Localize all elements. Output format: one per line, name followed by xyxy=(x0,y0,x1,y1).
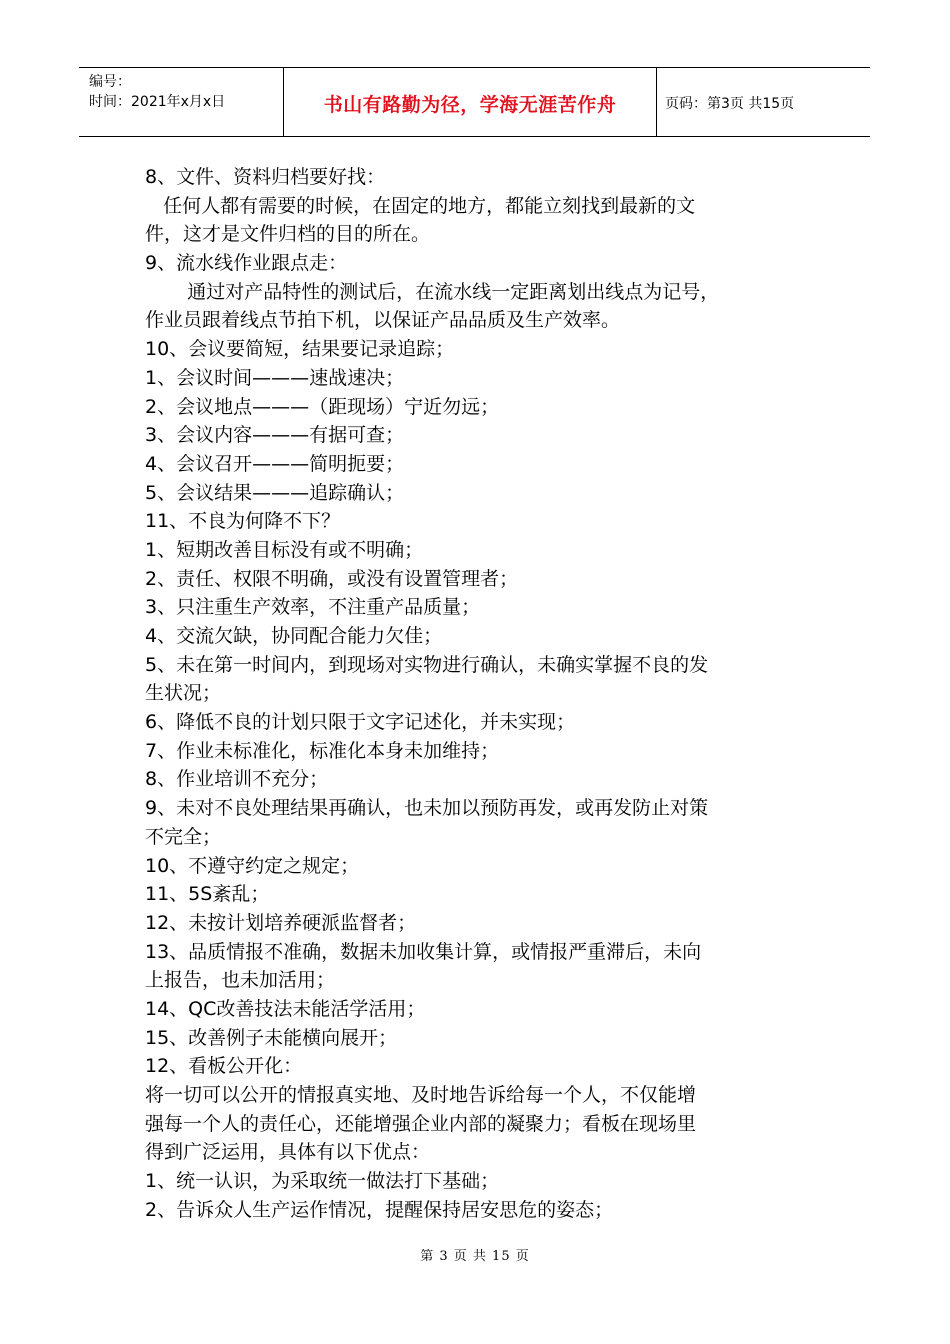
body-line: 生状况； xyxy=(145,682,222,705)
body-line: 3、会议内容———有据可查； xyxy=(145,424,405,447)
body-line: 4、会议召开———简明扼要； xyxy=(145,452,405,475)
body-line: 13、品质情报不准确，数据未加收集计算，或情报严重滞后，未向 xyxy=(145,940,702,963)
body-line: 8、作业培训不充分； xyxy=(145,768,329,791)
body-line: 作业员跟着线点节拍下机，以保证产品品质及生产效率。 xyxy=(145,309,621,332)
body-line: 5、未在第一时间内，到现场对实物进行确认，未确实掌握不良的发 xyxy=(145,653,709,676)
body-line: 3、只注重生产效率，不注重产品质量； xyxy=(145,596,481,619)
body-line: 12、看板公开化： xyxy=(145,1055,303,1078)
body-line: 1、统一认识，为采取统一做法打下基础； xyxy=(145,1170,500,1193)
body-line: 9、流水线作业跟点走： xyxy=(145,252,348,275)
body-line: 10、会议要简短，结果要记录追踪； xyxy=(145,338,455,361)
body-line: 得到广泛运用，具体有以下优点： xyxy=(145,1141,431,1164)
body-line: 件，这才是文件归档的目的所在。 xyxy=(145,223,431,246)
body-line: 强每一个人的责任心，还能增强企业内部的凝聚力；看板在现场里 xyxy=(145,1112,697,1135)
document-date-label: 时间：2021年x月x日 xyxy=(89,94,226,110)
body-line: 不完全； xyxy=(145,825,222,848)
body-line: 14、QC改善技法未能活学活用； xyxy=(145,997,426,1020)
body-line: 12、未按计划培养硬派监督者； xyxy=(145,911,417,934)
body-line: 2、责任、权限不明确，或没有设置管理者； xyxy=(145,567,519,590)
body-line: 任何人都有需要的时候，在固定的地方，都能立刻找到最新的文 xyxy=(145,194,696,217)
page-footer: 第 3 页 共 15 页 xyxy=(420,1249,530,1264)
body-line: 6、降低不良的计划只限于文字记述化，并未实现； xyxy=(145,711,576,734)
body-line: 2、告诉众人生产运作情况，提醒保持居安思危的姿态； xyxy=(145,1198,614,1221)
motto-text: 书山有路勤为径，学海无涯苦作舟 xyxy=(323,94,617,116)
header-page-cell xyxy=(657,68,869,136)
body-line: 1、会议时间———速战速决； xyxy=(145,366,405,389)
document-body xyxy=(145,163,817,1224)
body-line: 2、会议地点———（距现场）宁近勿远； xyxy=(145,395,500,418)
body-line: 15、改善例子未能横向展开； xyxy=(145,1026,398,1049)
body-line: 5、会议结果———追踪确认； xyxy=(145,481,405,504)
body-line: 10、不遵守约定之规定； xyxy=(145,854,360,877)
body-line: 7、作业未标准化，标准化本身未加维持； xyxy=(145,739,500,762)
body-line: 8、文件、资料归档要好找： xyxy=(145,166,386,188)
document-number-label: 编号： xyxy=(89,74,131,90)
page-code: 页码：第3页 共15页 xyxy=(665,96,795,112)
body-line: 11、不良为何降不下？ xyxy=(145,510,341,533)
body-line: 11、5S紊乱； xyxy=(145,883,270,906)
body-line: 通过对产品特性的测试后，在流水线一定距离划出线点为记号， xyxy=(145,280,720,303)
body-line: 将一切可以公开的情报真实地、及时地告诉给每一个人，不仅能增 xyxy=(145,1084,697,1106)
header-meta-cell xyxy=(79,68,284,136)
header-motto-cell xyxy=(284,68,657,136)
body-line: 上报告，也未加活用； xyxy=(145,969,336,992)
body-line: 9、未对不良处理结果再确认，也未加以预防再发，或再发防止对策 xyxy=(145,797,709,820)
body-line: 4、交流欠缺，协同配合能力欠佳； xyxy=(145,625,443,647)
page-header xyxy=(79,67,870,137)
body-line: 1、短期改善目标没有或不明确； xyxy=(145,538,424,561)
